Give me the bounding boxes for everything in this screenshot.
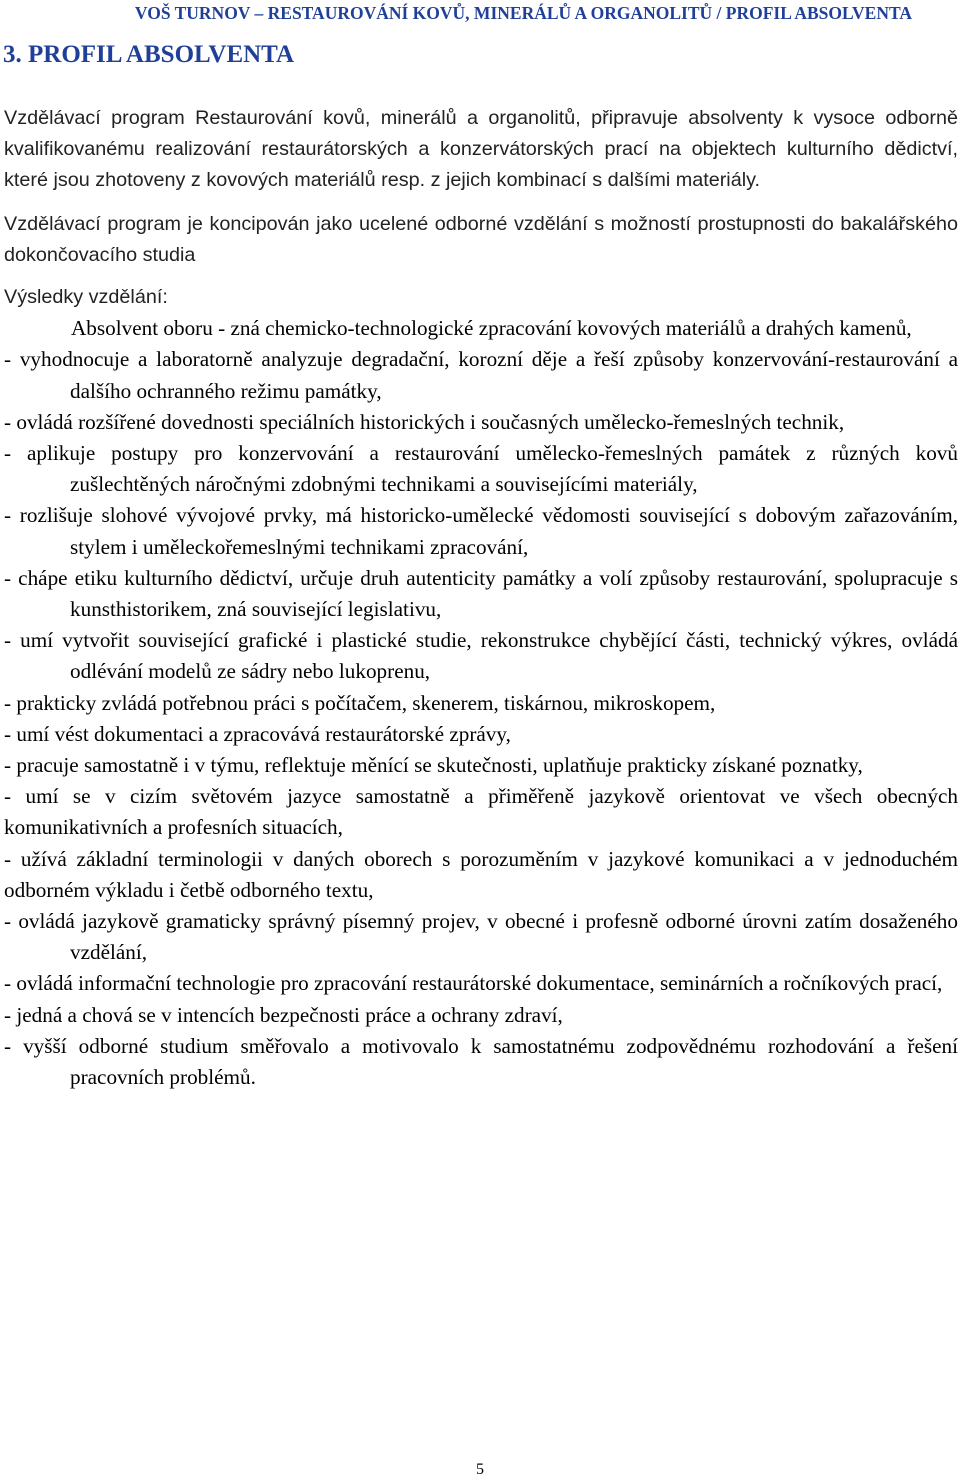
list-item: - umí vytvořit související grafické i plastické studie, rekonstrukce chybějící části, technický výkres, ovládá odlévání modelů ze sádry nebo lukoprenu,	[4, 628, 958, 684]
running-header: VOŠ TURNOV – RESTAUROVÁNÍ KOVŮ, MINERÁLŮ A ORGANOLITŮ / PROFIL ABSOLVENTA	[134, 3, 912, 23]
list-item: Absolvent oboru - zná chemicko-technologické zpracování kovových materiálů a drahých kamenů,	[71, 316, 912, 341]
outcomes-list	[4, 313, 958, 1093]
list-item: - pracuje samostatně i v týmu, reflektuje měnící se skutečnosti, uplatňuje prakticky získané poznatky,	[4, 753, 863, 778]
list-item: - chápe etiku kulturního dědictví, určuje druh autenticity památky a volí způsoby restaurování, spolupracuje s kunsthistorikem, zná související legislativu,	[4, 565, 958, 622]
intro-paragraph: Vzdělávací program Restaurování kovů, minerálů a organolitů, připravuje absolventy k vysoce odborně kvalifikovanému realizování restaurátorských a konzervátorských prací na objektech kulturního dědictví, které jsou zhotoveny z kovových materiálů resp. z jejich kombinací s dalšími materiály.	[4, 107, 958, 192]
page-number: 5	[476, 1461, 484, 1478]
list-item: - prakticky zvládá potřebnou práci s počítačem, skenerem, tiskárnou, mikroskopem,	[4, 690, 716, 715]
list-item: - rozlišuje slohové vývojové prvky, má historicko-umělecké vědomosti související s dobovým zařazováním, stylem i uměleckořemeslnými technikami zpracování,	[4, 503, 958, 559]
document-body	[4, 103, 958, 1093]
list-item: - jedná a chová se v intencích bezpečnosti práce a ochrany zdraví,	[4, 1002, 563, 1027]
program-paragraph: Vzdělávací program je koncipován jako ucelené odborné vzdělání s možností prostupnosti do bakalářského dokončovacího studia	[4, 212, 958, 266]
list-item: - aplikuje postupy pro konzervování a restaurování umělecko-řemeslných památek z různých kovů zušlechtěných náročnými zdobnými technikami a souvisejícími materiály,	[4, 441, 958, 497]
list-item: - umí vést dokumentaci a zpracovává restaurátorské zprávy,	[4, 721, 511, 746]
list-item: - vyšší odborné studium směřovalo a motivovalo k samostatnému zodpovědnému rozhodování a řešení pracovních problémů.	[4, 1033, 958, 1090]
list-item: - vyhodnocuje a laboratorně analyzuje degradační, korozní děje a řeší způsoby konzervování-restaurování a dalšího ochranného režimu památky,	[4, 347, 958, 403]
list-item: - užívá základní terminologii v daných oborech s porozuměním v jazykové komunikaci a v jednoduchém odborném výkladu i četbě odborného textu,	[4, 846, 958, 902]
results-label: Výsledky vzdělání:	[4, 286, 168, 309]
list-item: - umí se v cizím světovém jazyce samostatně a přiměřeně jazykově orientovat ve všech obecných komunikativních a profesních situacích,	[4, 784, 958, 840]
list-item: - ovládá jazykově gramaticky správný písemný projev, v obecné i profesně odborné úrovni zatím dosaženého vzdělání,	[4, 909, 958, 965]
section-title: 3. PROFIL ABSOLVENTA	[3, 41, 295, 68]
list-item: - ovládá rozšířené dovednosti speciálních historických i současných umělecko-řemeslných technik,	[4, 409, 845, 434]
list-item: - ovládá informační technologie pro zpracování restaurátorské dokumentace, seminárních a ročníkových prací,	[4, 971, 943, 996]
